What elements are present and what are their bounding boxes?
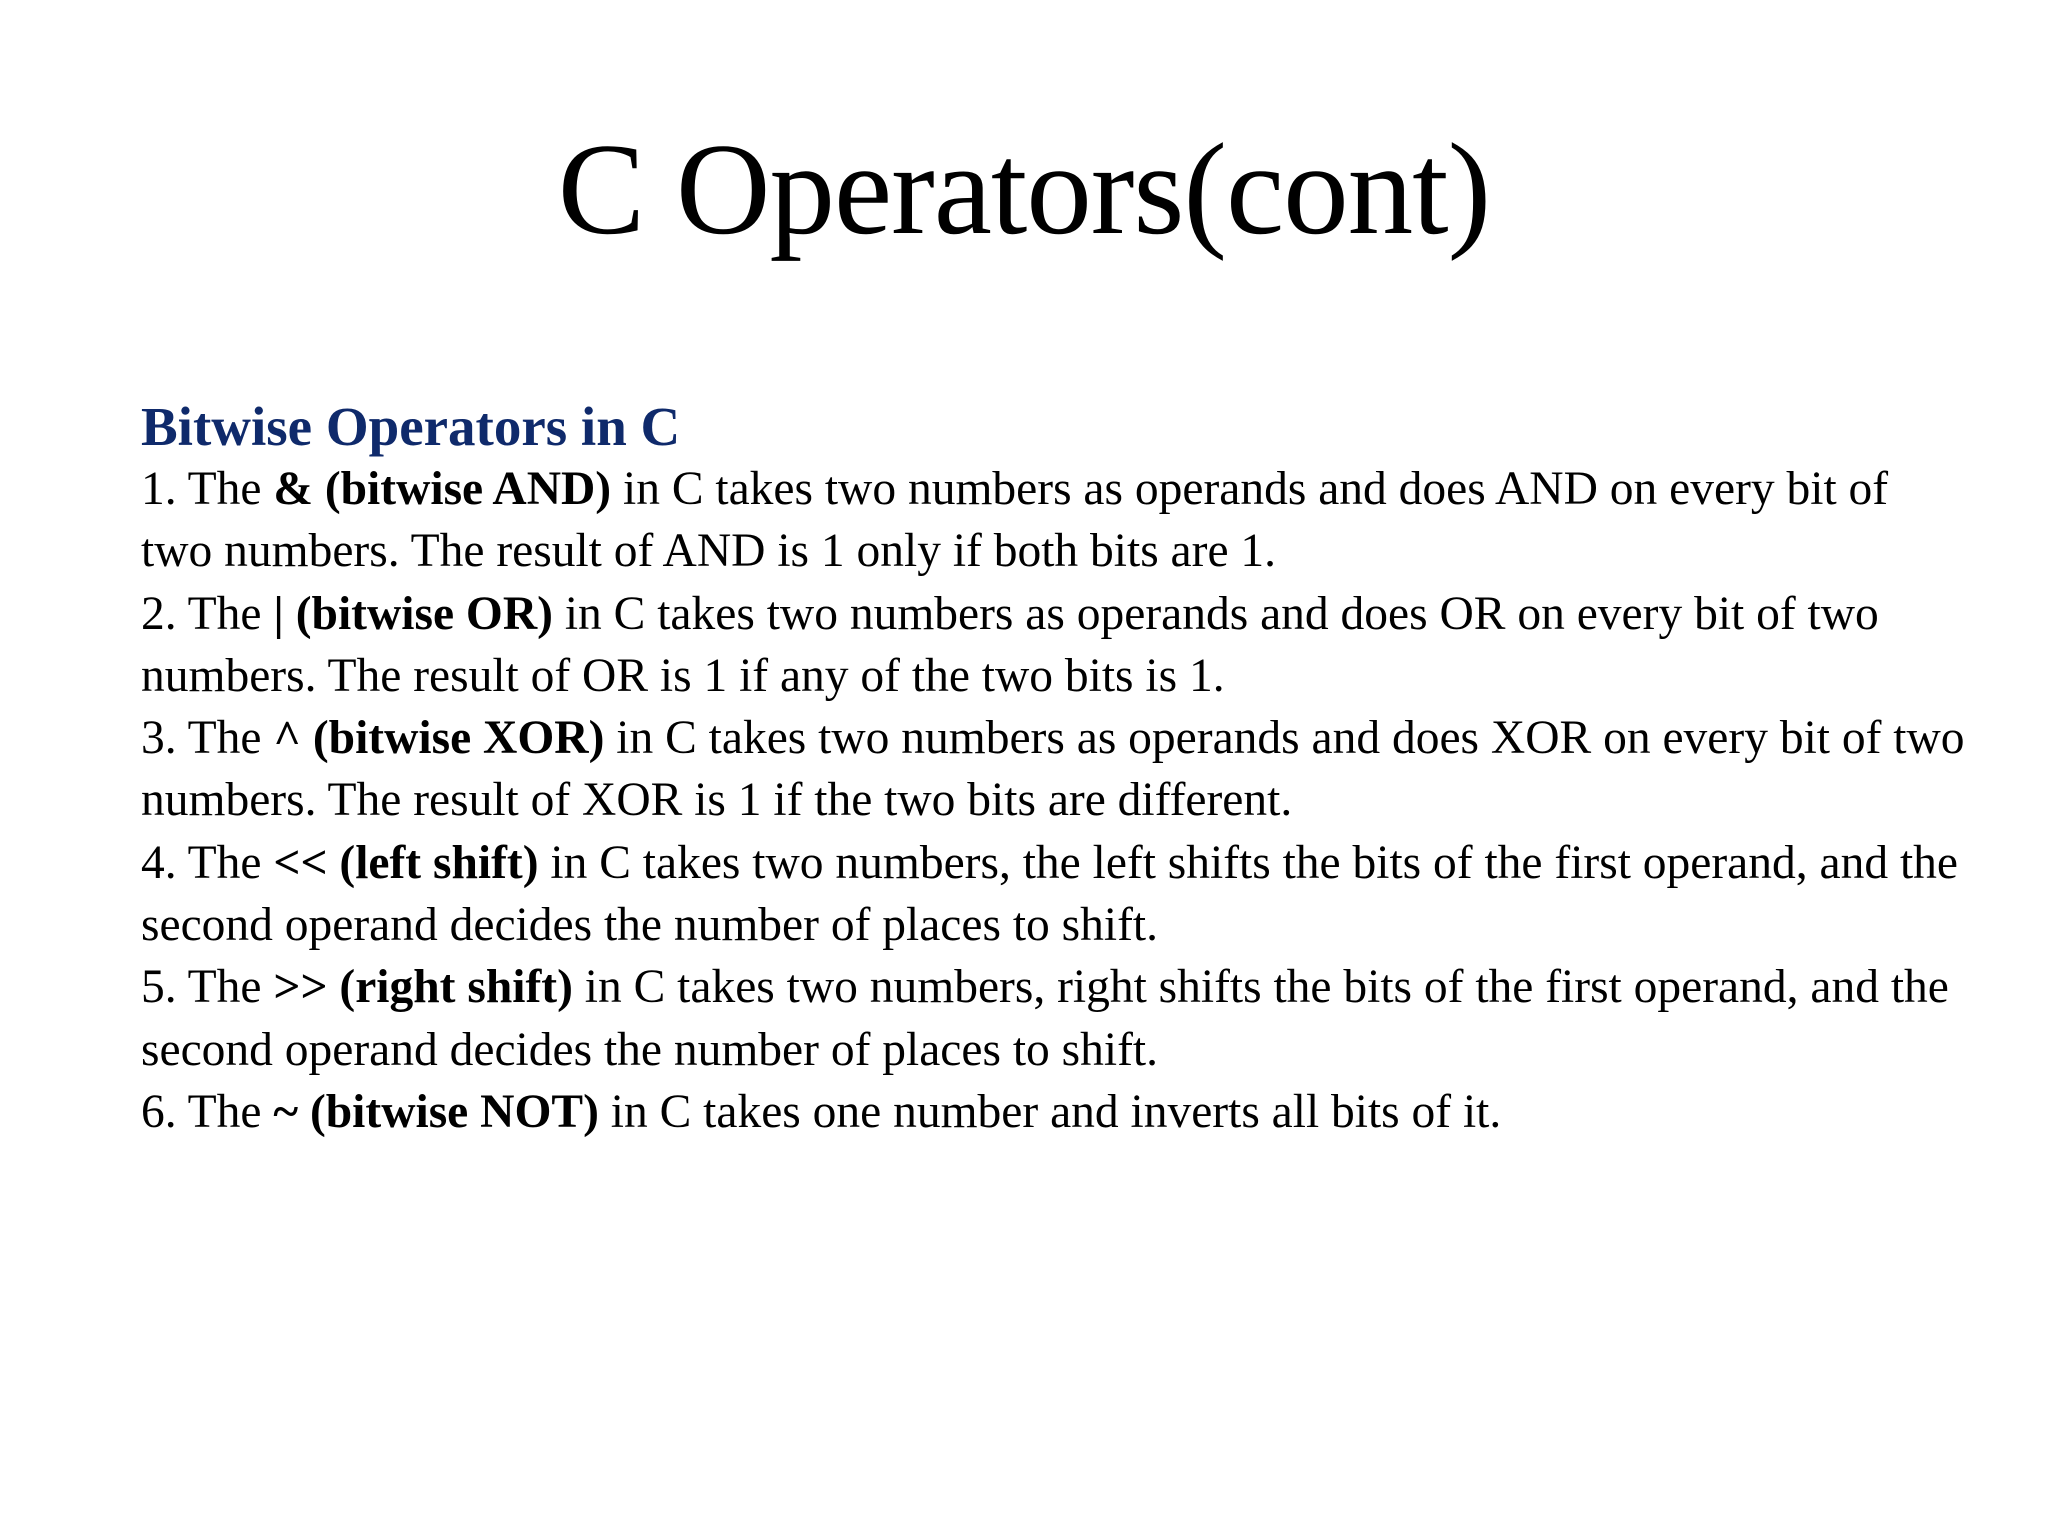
item-description: in C takes two numbers, right shifts the bits of the first operand, and the second operand decides the number of places to shift. — [141, 961, 1949, 1076]
list-item — [141, 956, 1971, 1081]
operator-name: << (left shift) — [273, 836, 539, 889]
operator-name: ^ (bitwise XOR) — [273, 712, 605, 765]
item-prefix: 2. The — [141, 587, 274, 640]
slide-title: C Operators(cont) — [557, 117, 1491, 262]
operator-name: >> (right shift) — [273, 961, 573, 1014]
operator-name: | (bitwise OR) — [273, 587, 553, 640]
item-prefix: 4. The — [141, 836, 274, 889]
list-item — [141, 707, 1971, 832]
item-description: in C takes one number and inverts all bits of it. — [598, 1085, 1502, 1138]
list-item — [141, 832, 1971, 957]
item-description: in C takes two numbers as operands and does XOR on every bit of two numbers. The result of XOR is 1 if the two bits are different. — [141, 712, 1965, 827]
section-heading: Bitwise Operators in C — [141, 396, 681, 457]
item-description: in C takes two numbers as operands and does OR on every bit of two numbers. The result of OR is 1 if any of the two bits is 1. — [141, 587, 1879, 702]
item-description: in C takes two numbers as operands and does AND on every bit of two numbers. The result of AND is 1 only if both bits are 1. — [141, 463, 1889, 578]
operator-name: ~ (bitwise NOT) — [273, 1085, 599, 1138]
list-item — [141, 583, 1971, 708]
item-prefix: 6. The — [141, 1085, 274, 1138]
operator-name: & (bitwise AND) — [273, 463, 612, 515]
item-prefix: 3. The — [141, 712, 274, 765]
item-prefix: 5. The — [141, 961, 274, 1014]
list-item — [141, 1081, 1971, 1143]
slide-content — [141, 396, 1971, 1143]
item-prefix: 1. The — [141, 463, 274, 515]
list-item — [141, 458, 1971, 583]
item-description: in C takes two numbers, the left shifts the bits of the first operand, and the second operand decides the number of places to shift. — [141, 836, 1958, 952]
operator-list — [141, 458, 1971, 1143]
